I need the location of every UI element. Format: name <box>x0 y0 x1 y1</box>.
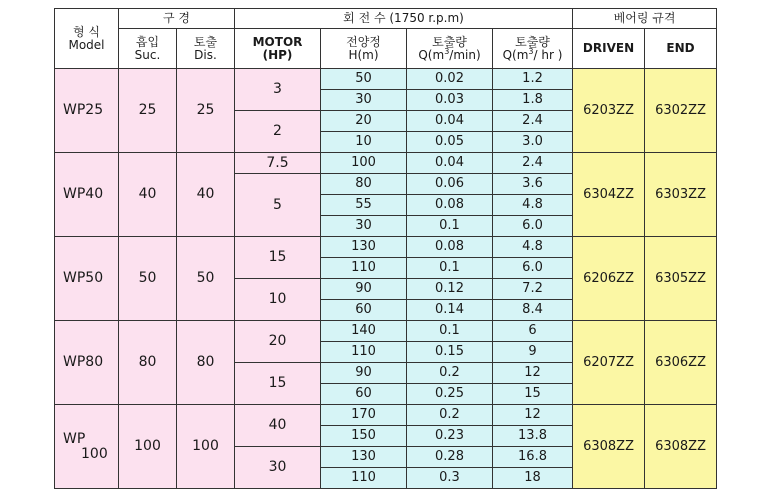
flow-hr-cell: 6 <box>493 321 573 342</box>
motor-hp-cell: 2 <box>235 111 321 153</box>
header-suction-ko: 흡입 <box>135 34 160 49</box>
discharge-cell: 50 <box>177 237 235 321</box>
flow-min-cell: 0.1 <box>407 258 493 279</box>
header-model-ko: 형 식 <box>73 24 100 39</box>
header-head <box>321 29 407 69</box>
model-cell <box>55 237 119 321</box>
head-cell: 55 <box>321 195 407 216</box>
suction-cell: 80 <box>119 321 177 405</box>
table-row <box>55 405 717 426</box>
flow-min-cell: 0.28 <box>407 447 493 468</box>
flow-hr-cell: 2.4 <box>493 111 573 132</box>
motor-hp-cell: 5 <box>235 174 321 237</box>
flow-min-cell: 0.15 <box>407 342 493 363</box>
head-cell: 100 <box>321 153 407 174</box>
flow-hr-cell: 8.4 <box>493 300 573 321</box>
flow-hr-cell: 3.0 <box>493 132 573 153</box>
flow-min-cell: 0.02 <box>407 69 493 90</box>
header-head-ko: 전양정 <box>346 34 381 49</box>
header-suction <box>119 29 177 69</box>
flow-hr-cell: 3.6 <box>493 174 573 195</box>
end-bearing-cell: 6303ZZ <box>645 153 717 237</box>
driven-bearing-cell: 6206ZZ <box>573 237 645 321</box>
flow-min-cell: 0.04 <box>407 111 493 132</box>
header-motor-unit: (HP) <box>262 47 293 62</box>
flow-hr-cell: 16.8 <box>493 447 573 468</box>
flow-min-cell: 0.23 <box>407 426 493 447</box>
suction-cell: 25 <box>119 69 177 153</box>
flow-min-cell: 0.14 <box>407 300 493 321</box>
head-cell: 110 <box>321 468 407 489</box>
flow-min-cell: 0.12 <box>407 279 493 300</box>
flow-min-cell: 0.08 <box>407 195 493 216</box>
flow-hr-cell: 2.4 <box>493 153 573 174</box>
head-cell: 10 <box>321 132 407 153</box>
flow-hr-cell: 18 <box>493 468 573 489</box>
motor-hp-cell: 15 <box>235 363 321 405</box>
flow-hr-cell: 13.8 <box>493 426 573 447</box>
header-model <box>55 9 119 69</box>
head-cell: 30 <box>321 216 407 237</box>
table-row <box>55 153 717 174</box>
header-bearing: 베어링 규격 <box>573 9 717 29</box>
spec-table-body <box>55 69 717 489</box>
model-name: WP <box>63 430 86 447</box>
table-row <box>55 69 717 90</box>
head-cell: 20 <box>321 111 407 132</box>
head-cell: 170 <box>321 405 407 426</box>
motor-hp-cell: 40 <box>235 405 321 447</box>
motor-hp-cell: 7.5 <box>235 153 321 174</box>
header-bore: 구 경 <box>119 9 235 29</box>
header-flow-min-unit: $Q(m^3/\min)$ <box>418 46 481 62</box>
model-cell <box>55 405 119 489</box>
flow-hr-cell: 7.2 <box>493 279 573 300</box>
driven-bearing-cell: 6304ZZ <box>573 153 645 237</box>
flow-min-cell: 0.06 <box>407 174 493 195</box>
flow-min-cell: 0.1 <box>407 216 493 237</box>
pump-spec-table <box>54 8 717 489</box>
head-cell: 90 <box>321 363 407 384</box>
header-discharge <box>177 29 235 69</box>
header-flow-hr-unit: $Q(m^3/$ hr ) <box>502 46 563 62</box>
motor-hp-cell: 10 <box>235 279 321 321</box>
flow-hr-cell: 12 <box>493 363 573 384</box>
header-rpm: 회 전 수 (1750 r.p.m) <box>235 9 573 29</box>
flow-min-cell: 0.04 <box>407 153 493 174</box>
flow-hr-cell: 6.0 <box>493 258 573 279</box>
model-name-line2: 100 <box>81 445 108 462</box>
flow-hr-cell: 9 <box>493 342 573 363</box>
motor-hp-cell: 20 <box>235 321 321 363</box>
discharge-cell: 80 <box>177 321 235 405</box>
head-cell: 140 <box>321 321 407 342</box>
header-model-en: Model <box>68 37 105 52</box>
head-cell: 50 <box>321 69 407 90</box>
flow-hr-cell: 1.2 <box>493 69 573 90</box>
suction-cell: 40 <box>119 153 177 237</box>
discharge-cell: 100 <box>177 405 235 489</box>
model-cell <box>55 321 119 405</box>
head-cell: 60 <box>321 384 407 405</box>
driven-bearing-cell: 6207ZZ <box>573 321 645 405</box>
motor-hp-cell: 30 <box>235 447 321 489</box>
header-flow-min-ko: 토출량 <box>432 34 467 49</box>
table-row <box>55 321 717 342</box>
head-cell: 80 <box>321 174 407 195</box>
flow-hr-cell: 1.8 <box>493 90 573 111</box>
flow-hr-cell: 4.8 <box>493 237 573 258</box>
flow-min-cell: 0.2 <box>407 363 493 384</box>
header-discharge-en: Dis. <box>194 47 217 62</box>
head-cell: 110 <box>321 342 407 363</box>
model-name: WP25 <box>63 102 104 119</box>
head-cell: 130 <box>321 447 407 468</box>
flow-min-cell: 0.08 <box>407 237 493 258</box>
suction-cell: 50 <box>119 237 177 321</box>
header-flow-min <box>407 29 493 69</box>
flow-min-cell: 0.2 <box>407 405 493 426</box>
model-name: WP40 <box>63 186 104 203</box>
head-cell: 90 <box>321 279 407 300</box>
flow-min-cell: 0.1 <box>407 321 493 342</box>
header-driven: DRIVEN <box>573 29 645 69</box>
motor-hp-cell: 3 <box>235 69 321 111</box>
end-bearing-cell: 6302ZZ <box>645 69 717 153</box>
header-end: END <box>645 29 717 69</box>
flow-min-cell: 0.05 <box>407 132 493 153</box>
header-suction-en: Suc. <box>134 47 161 62</box>
model-cell <box>55 153 119 237</box>
head-cell: 110 <box>321 258 407 279</box>
model-name: WP50 <box>63 270 104 287</box>
suction-cell: 100 <box>119 405 177 489</box>
flow-min-cell: 0.25 <box>407 384 493 405</box>
header-motor-label: MOTOR <box>252 34 303 49</box>
motor-hp-cell: 15 <box>235 237 321 279</box>
header-head-unit: H(m) <box>348 47 379 62</box>
flow-hr-cell: 12 <box>493 405 573 426</box>
header-discharge-ko: 토출 <box>193 34 218 49</box>
header-flow-hr <box>493 29 573 69</box>
table-row <box>55 237 717 258</box>
driven-bearing-cell: 6308ZZ <box>573 405 645 489</box>
flow-hr-cell: 15 <box>493 384 573 405</box>
head-cell: 30 <box>321 90 407 111</box>
header-motor <box>235 29 321 69</box>
end-bearing-cell: 6306ZZ <box>645 321 717 405</box>
header-flow-hr-ko: 토출량 <box>515 34 550 49</box>
model-cell <box>55 69 119 153</box>
head-cell: 150 <box>321 426 407 447</box>
model-name: WP80 <box>63 354 104 371</box>
flow-min-cell: 0.3 <box>407 468 493 489</box>
head-cell: 60 <box>321 300 407 321</box>
discharge-cell: 25 <box>177 69 235 153</box>
flow-hr-cell: 4.8 <box>493 195 573 216</box>
flow-hr-cell: 6.0 <box>493 216 573 237</box>
driven-bearing-cell: 6203ZZ <box>573 69 645 153</box>
flow-min-cell: 0.03 <box>407 90 493 111</box>
end-bearing-cell: 6305ZZ <box>645 237 717 321</box>
end-bearing-cell: 6308ZZ <box>645 405 717 489</box>
head-cell: 130 <box>321 237 407 258</box>
discharge-cell: 40 <box>177 153 235 237</box>
